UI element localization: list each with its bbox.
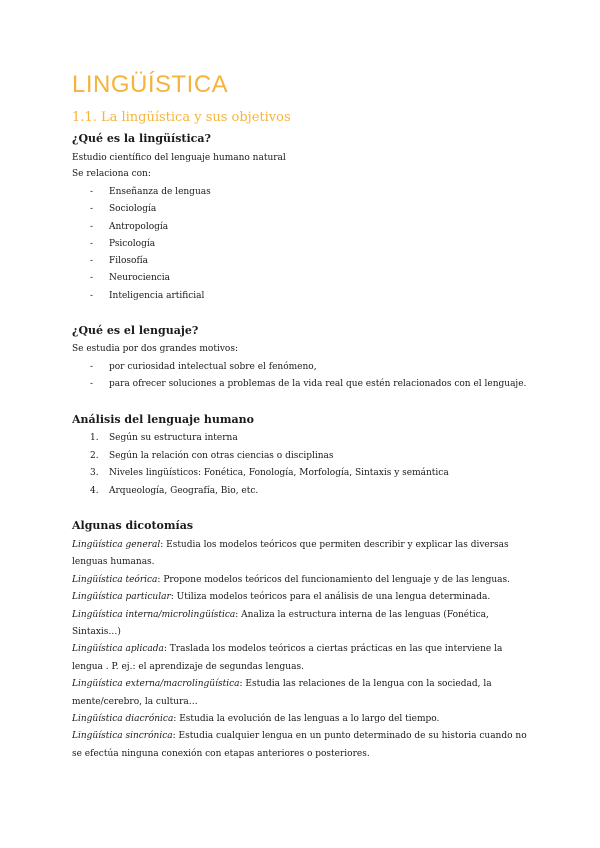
dichotomy-term: Lingüística diacrónica: [72, 714, 174, 725]
dichotomy-entry: [72, 676, 532, 711]
dichotomy-term: Lingüística externa/macrolingüística: [72, 679, 240, 690]
question-linguistics-heading: ¿Qué es la lingüística?: [72, 132, 211, 145]
dichotomy-entry: [72, 711, 532, 728]
list-item: 4. Arqueología, Geografía, Bio, etc.: [90, 486, 259, 497]
list-item: 2. Según la relación con otras ciencias o disciplinas: [90, 450, 334, 461]
list-item: - por curiosidad intelectual sobre el fenómeno,: [90, 362, 317, 372]
document-title: LINGÜÍSTICA: [72, 71, 229, 98]
dichotomies-heading: Algunas dicotomías: [72, 519, 194, 532]
dichotomy-description: : Estudia cualquier lengua en un punto determinado de su historia cuando no se efectúa ninguna conexión con etapas anteriores o posteriores.: [72, 731, 527, 759]
dichotomy-term: Lingüística sincrónica: [72, 731, 173, 742]
relates-intro: Se relaciona con:: [72, 169, 151, 179]
list-item: 3. Niveles lingüísticos: Fonética, Fonología, Morfología, Sintaxis y semántica: [90, 468, 449, 479]
list-item: - para ofrecer soluciones a problemas de la vida real que estén relacionados con el lenguaje.: [90, 379, 527, 390]
list-item: - Enseñanza de lenguas: [90, 187, 211, 197]
analysis-heading: Análisis del lenguaje humano: [72, 413, 255, 426]
list-item: - Antropología: [90, 221, 169, 232]
dichotomy-description: : Propone modelos teóricos del funcionamiento del lenguaje y de las lenguas.: [157, 574, 510, 585]
dichotomy-entry: [72, 728, 532, 763]
dichotomy-entry: [72, 589, 532, 606]
dichotomy-description: : Analiza la estructura interna de las lenguas (Fonética, Sintaxis…): [72, 609, 489, 638]
dichotomy-description: : Estudia las relaciones de la lengua con la sociedad, la mente/cerebro, la cultura…: [72, 679, 492, 707]
dichotomy-term: Lingüística aplicada: [72, 644, 164, 655]
language-intro: Se estudia por dos grandes motivos:: [72, 344, 238, 354]
dichotomy-term: Lingüística teórica: [72, 574, 158, 585]
dichotomy-entry: [72, 572, 532, 589]
dichotomy-term: Lingüística general: [72, 540, 161, 550]
dichotomy-description: : Estudia los modelos teóricos que permiten describir y explicar las diversas lenguas humanas.: [72, 540, 509, 568]
section-heading: 1.1. La lingüística y sus objetivos: [72, 110, 291, 125]
dichotomy-description: : Estudia la evolución de las lenguas a lo largo del tiempo.: [173, 714, 440, 725]
dichotomy-entry: [72, 537, 532, 572]
question-language-heading: ¿Qué es el lenguaje?: [72, 324, 199, 337]
dichotomies-list: [72, 537, 532, 763]
analysis-list: [72, 430, 449, 501]
list-item: - Sociología: [90, 204, 157, 215]
list-item: - Inteligencia artificial: [90, 290, 205, 301]
list-item: - Filosofía: [90, 256, 149, 267]
dichotomy-entry: [72, 641, 532, 676]
dichotomy-term: Lingüística particular: [72, 592, 171, 603]
dichotomy-description: : Utiliza modelos teóricos para el análisis de una lengua determinada.: [170, 592, 491, 603]
dichotomy-entry: [72, 607, 532, 642]
dichotomy-description: : Traslada los modelos teóricos a ciertas prácticas en las que interviene la lengua . P. ej.: el aprendizaje de segundas lenguas.: [72, 644, 503, 672]
motives-list: [72, 359, 526, 394]
list-item: - Psicología: [90, 238, 156, 249]
linguistics-definition: Estudio científico del lenguaje humano natural: [72, 153, 286, 163]
relates-list: [72, 184, 211, 305]
list-item: 1. Según su estructura interna: [90, 433, 238, 443]
list-item: - Neurociencia: [90, 273, 171, 284]
dichotomy-term: Lingüística interna/microlingüística: [72, 609, 236, 620]
